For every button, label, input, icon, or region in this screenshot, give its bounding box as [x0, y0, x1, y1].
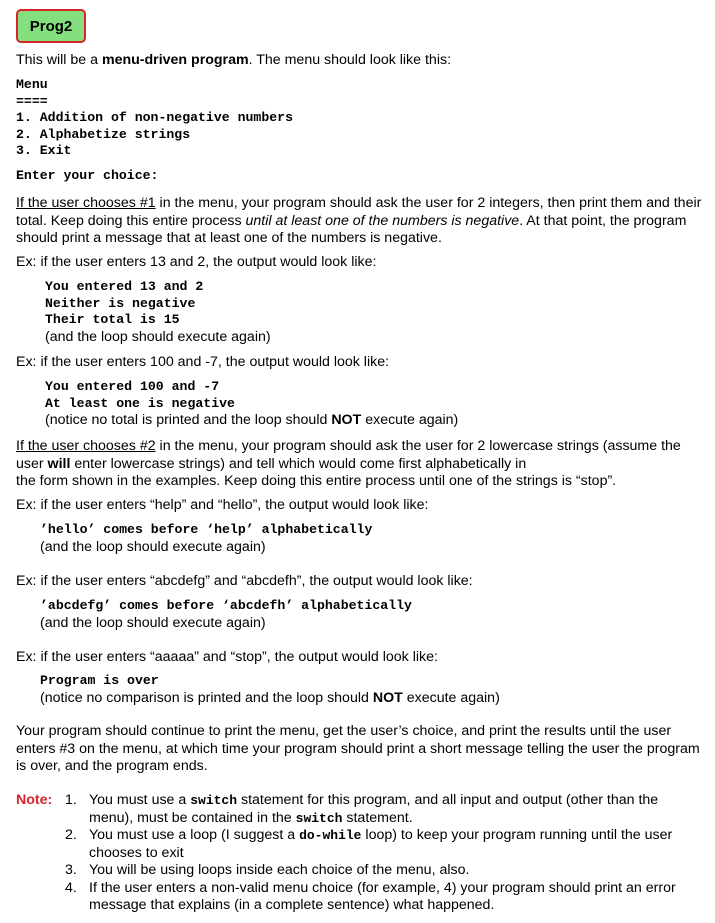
- menu-underline: ====: [16, 93, 48, 109]
- example5-note-bold: NOT: [372, 690, 403, 706]
- badge-label: Prog2: [29, 17, 73, 35]
- note-text: statement for this program, and all input and output (other than the menu), must be contained in the: [89, 792, 659, 826]
- note-number: 2.: [65, 827, 77, 843]
- choice2-lead: If the user chooses #2: [16, 438, 156, 454]
- example1-line: Neither is negative: [45, 295, 196, 311]
- intro-bold: menu-driven program: [101, 52, 249, 68]
- note-text: You must use a loop (I suggest a: [89, 827, 300, 843]
- menu-block: [16, 77, 293, 160]
- note-item: [65, 880, 705, 915]
- example2-line: You entered 100 and -7: [45, 379, 220, 394]
- note-code: switch: [190, 793, 238, 808]
- note-code: switch: [295, 810, 343, 826]
- choice1-lead: If the user chooses #1: [16, 195, 156, 211]
- example2-label: Ex: if the user enters 100 and -7, the output would look like:: [16, 354, 390, 370]
- choice2-paragraph: [16, 438, 702, 491]
- closing-paragraph: Your program should continue to print the menu, get the user’s choice, and print the results until the user enters #3 on the menu, at which time your program should print a short message telling the user the program is over, and the program ends.: [16, 723, 700, 774]
- menu-item-3: 3. Exit: [16, 143, 72, 158]
- note-text: statement.: [342, 809, 413, 826]
- choice2-text-mid: enter lowercase strings) and tell which would come first alphabetically in: [70, 455, 527, 472]
- note-text: If the user enters a non-valid menu choice (for example, 4) your program should print an error message that explains (in a complete sentence) what happened.: [89, 879, 676, 913]
- choice2-text-end: the form shown in the examples. Keep doing this entire process until one of the strings is “stop”.: [16, 473, 617, 489]
- menu-prompt: Enter your choice:: [16, 168, 159, 183]
- note-code: do-while: [299, 828, 362, 843]
- example2-line: At least one is negative: [45, 395, 235, 411]
- menu-title: Menu: [16, 77, 48, 92]
- example1-line: Their total is 15: [45, 312, 180, 327]
- example5-note: [40, 690, 680, 708]
- choice2-text: in the menu, your program should ask the user for 2 lowercase strings (assume the user: [16, 438, 681, 472]
- note-text: You will be using loops inside each choice of the menu, also.: [89, 862, 470, 878]
- note-label: Note:: [16, 792, 53, 808]
- intro-text-end: . The menu should look like this:: [248, 52, 452, 68]
- choice1-text-end: . At that point, the program should print a message that at least one of the numbers is negative.: [16, 212, 687, 246]
- note-item: [65, 827, 705, 862]
- example2-output: [45, 379, 235, 412]
- example5-note-text: (notice no comparison is printed and the loop should: [40, 690, 373, 706]
- example4-note: (and the loop should execute again): [40, 615, 266, 631]
- intro-paragraph: [16, 52, 702, 70]
- menu-item-2: 2. Alphabetize strings: [16, 126, 191, 142]
- note-number: 1.: [65, 792, 77, 808]
- note-number: 4.: [65, 879, 77, 896]
- example1-output: [45, 279, 203, 329]
- example1-line: You entered 13 and 2: [45, 279, 204, 294]
- note-item: [65, 792, 705, 827]
- example5-label: Ex: if the user enters “aaaaa” and “stop”, the output would look like:: [16, 649, 438, 665]
- note-text: loop) to keep your program running until the user chooses to exit: [89, 827, 673, 861]
- choice1-paragraph: [16, 195, 702, 248]
- choice2-bold: will: [47, 455, 71, 472]
- example3-note: (and the loop should execute again): [40, 539, 266, 555]
- example2-note-end: execute again): [361, 412, 459, 428]
- note-list: [65, 792, 705, 915]
- example2-note: [45, 412, 685, 430]
- example5-note-end: execute again): [402, 690, 500, 706]
- example1-note: (and the loop should execute again): [45, 329, 271, 345]
- example1-label: Ex: if the user enters 13 and 2, the output would look like:: [16, 254, 377, 270]
- note-item: [65, 862, 705, 880]
- example5-output: Program is over: [40, 673, 159, 688]
- example3-output: ’hello’ comes before ‘help’ alphabetically: [40, 522, 373, 537]
- example2-note-bold: NOT: [331, 412, 362, 428]
- choice1-italic: until at least one of the numbers is negative: [245, 212, 520, 229]
- example3-label: Ex: if the user enters “help” and “hello”, the output would look like:: [16, 497, 429, 513]
- example4-output: ’abcdefg’ comes before ‘abcdefh’ alphabetically: [40, 598, 412, 613]
- note-text: You must use a: [89, 792, 191, 808]
- choice1-text: in the menu, your program should ask the user for 2 integers, then print them and their total. Keep doing this entire process: [16, 195, 702, 229]
- example2-note-text: (notice no total is printed and the loop should: [45, 412, 332, 428]
- program-badge: [16, 9, 86, 43]
- menu-item-1: 1. Addition of non-negative numbers: [16, 110, 293, 125]
- note-number: 3.: [65, 862, 77, 878]
- intro-text: This will be a: [16, 52, 102, 68]
- example4-label: Ex: if the user enters “abcdefg” and “abcdefh”, the output would look like:: [16, 573, 473, 589]
